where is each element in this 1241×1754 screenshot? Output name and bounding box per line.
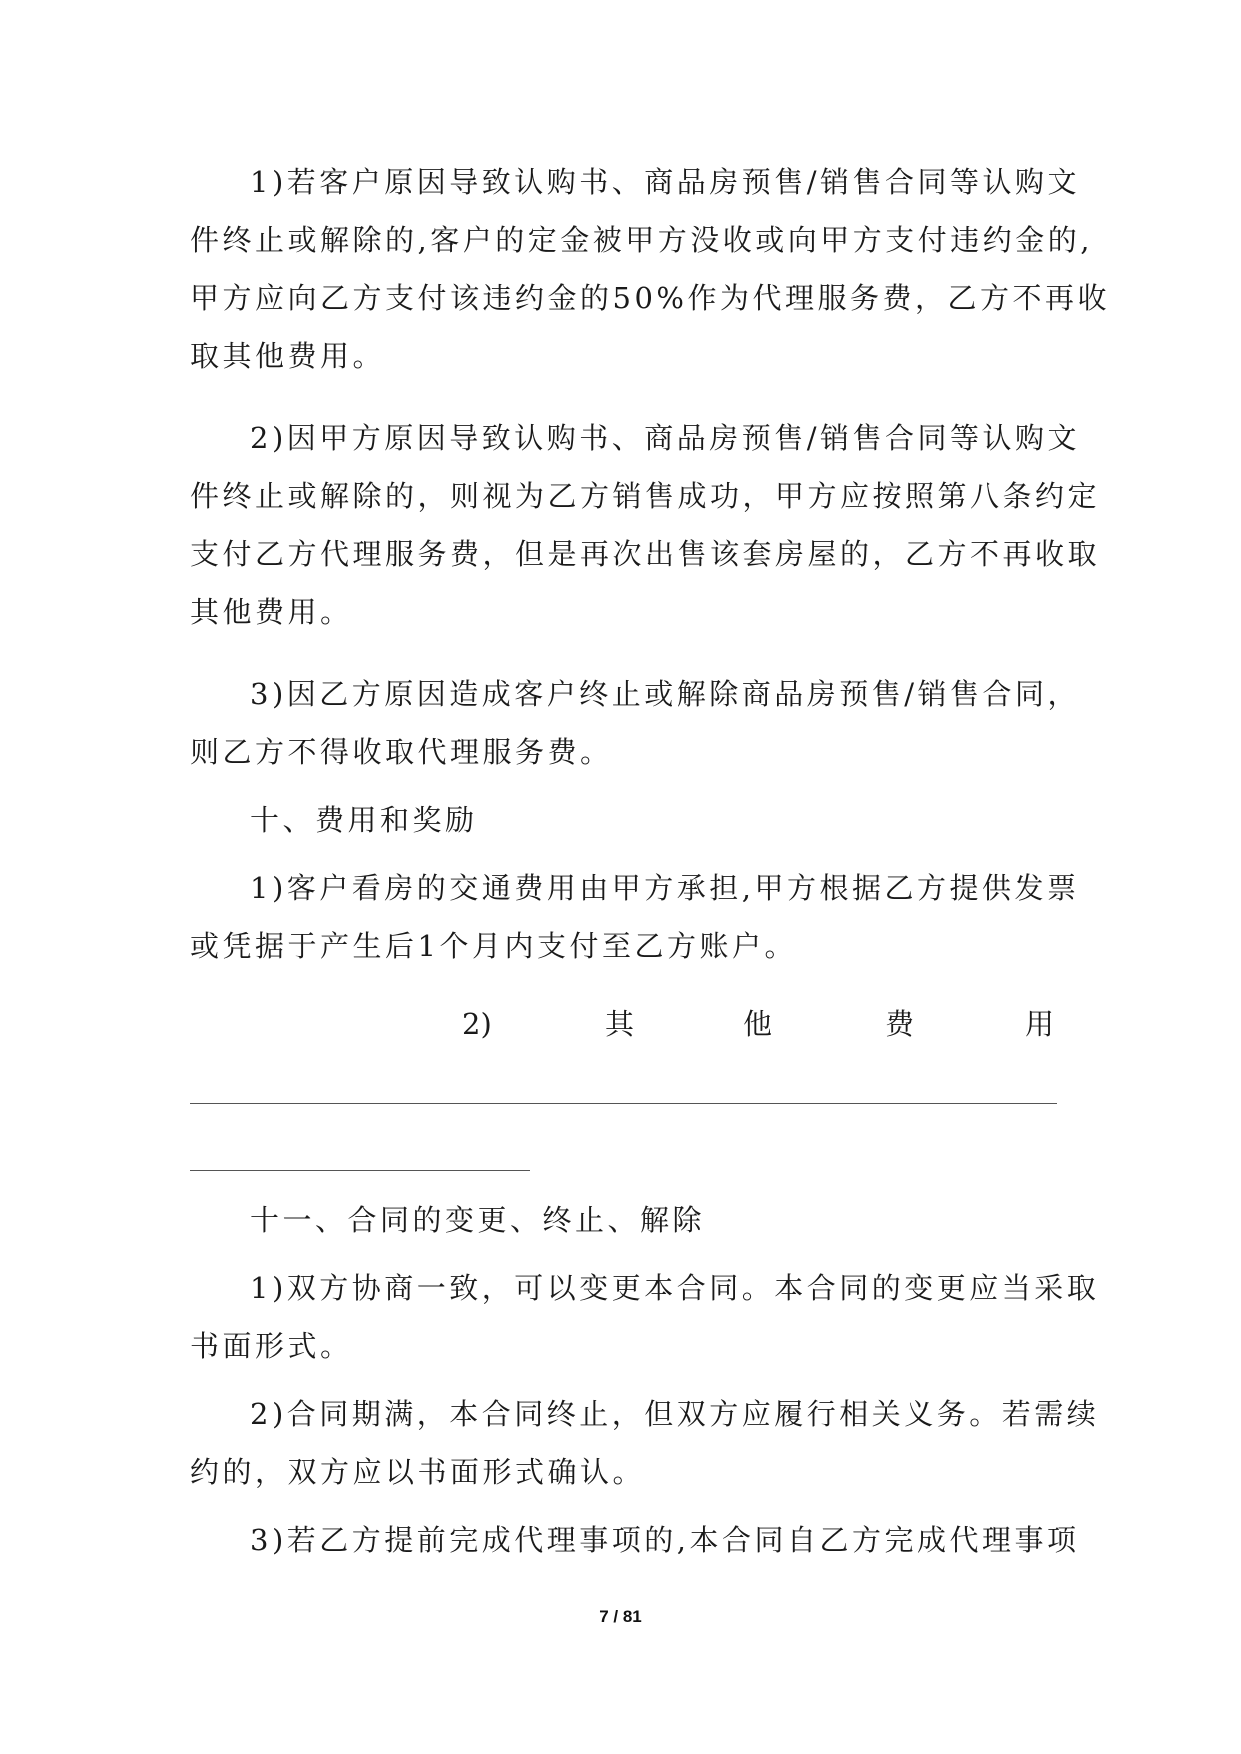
- paragraph-5-char-1: 其: [605, 1007, 635, 1041]
- fill-in-blank-line-2: [190, 1170, 530, 1171]
- paragraph-6-line-1: 1)双方协商一致，可以变更本合同。本合同的变更应当采取: [250, 1271, 1100, 1305]
- paragraph-1-line-4: 取其他费用。: [190, 339, 386, 373]
- paragraph-1-line-1: 1)若客户原因导致认购书、商品房预售/销售合同等认购文: [250, 165, 1081, 199]
- paragraph-5-char-3: 费: [885, 1007, 915, 1041]
- paragraph-5-number: 2): [462, 1007, 492, 1041]
- paragraph-4-line-2: 或凭据于产生后1个月内支付至乙方账户。: [190, 929, 797, 963]
- paragraph-7-line-2: 约的，双方应以书面形式确认。: [190, 1455, 646, 1489]
- fill-in-blank-line-1: [190, 1103, 1057, 1104]
- paragraph-2-line-4: 其他费用。: [190, 595, 353, 629]
- section-10-heading: 十、费用和奖励: [250, 803, 478, 837]
- paragraph-2-line-1: 2)因甲方原因导致认购书、商品房预售/销售合同等认购文: [250, 421, 1081, 455]
- paragraph-7-line-1: 2)合同期满，本合同终止，但双方应履行相关义务。若需续: [250, 1397, 1100, 1431]
- paragraph-5-char-4: 用: [1025, 1007, 1055, 1041]
- paragraph-3-line-1: 3)因乙方原因造成客户终止或解除商品房预售/销售合同，: [250, 677, 1081, 711]
- paragraph-2-line-2: 件终止或解除的，则视为乙方销售成功，甲方应按照第八条约定: [190, 479, 1101, 513]
- paragraph-8-line-1: 3)若乙方提前完成代理事项的,本合同自乙方完成代理事项: [250, 1523, 1080, 1557]
- paragraph-5-char-2: 他: [743, 1007, 773, 1041]
- paragraph-1-line-3: 甲方应向乙方支付该违约金的50%作为代理服务费，乙方不再收: [190, 281, 1110, 315]
- section-11-heading: 十一、合同的变更、终止、解除: [250, 1203, 706, 1237]
- paragraph-1-line-2: 件终止或解除的,客户的定金被甲方没收或向甲方支付违约金的,: [190, 223, 1093, 257]
- page-number: 7 / 81: [599, 1607, 642, 1626]
- paragraph-5-justified-line: [190, 1004, 1057, 1044]
- paragraph-2-line-3: 支付乙方代理服务费，但是再次出售该套房屋的，乙方不再收取: [190, 537, 1101, 571]
- paragraph-6-line-2: 书面形式。: [190, 1329, 353, 1363]
- paragraph-4-line-1: 1)客户看房的交通费用由甲方承担,甲方根据乙方提供发票: [250, 871, 1080, 905]
- paragraph-3-line-2: 则乙方不得收取代理服务费。: [190, 735, 613, 769]
